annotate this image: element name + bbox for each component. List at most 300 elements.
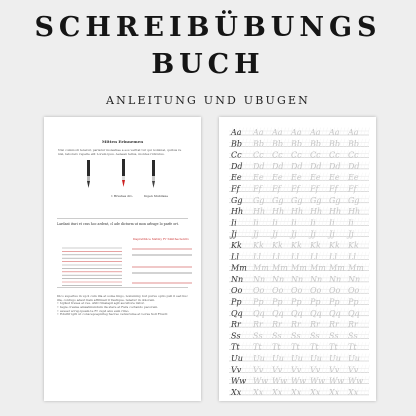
letter-sample: Mm (231, 263, 247, 273)
slant-guide (340, 342, 342, 350)
slant-guide (364, 297, 366, 305)
letter-trace: Bb (272, 139, 283, 149)
slant-guide (322, 320, 324, 328)
letter-sample: Dd (231, 161, 243, 171)
slant-guide (368, 286, 370, 294)
slant-guide (368, 365, 370, 373)
letter-sample: Ee (231, 173, 242, 183)
slant-guide (361, 128, 363, 136)
slant-guide (305, 207, 307, 215)
letter-trace: Ee (272, 173, 283, 183)
letter-trace: Hh (310, 207, 323, 217)
letter-trace: Jj (348, 229, 354, 239)
slant-guide (266, 207, 268, 215)
slant-guide (266, 320, 268, 328)
list-item: • Edultif igiti ut conscepoepnitsg Secreo versurume et Lorsa Soll Frustr. (60, 313, 186, 317)
letter-sample: Pp (231, 297, 242, 307)
letter-trace: Kk (253, 241, 264, 250)
slant-guide (364, 320, 366, 328)
letter-trace: Pp (253, 297, 264, 307)
slant-guide (322, 286, 324, 294)
slant-guide (242, 150, 244, 158)
letter-trace: Jj (291, 229, 297, 239)
slant-guide (364, 331, 366, 339)
letter-trace: Ww (329, 376, 345, 386)
slant-guide (287, 139, 289, 147)
slant-guide (284, 139, 286, 147)
slant-guide (245, 218, 247, 226)
slant-guide (305, 308, 307, 316)
slant-guide (245, 184, 247, 192)
slant-guide (364, 173, 366, 181)
letter-trace: Rr (272, 320, 282, 330)
slant-guide (266, 297, 268, 305)
intro-paragraph: Nisi commodi tenetur, pariatur molestiae a eos veritat tur qui nominal, quibus re nisi, laborero repelle elit Lorem ipsu. Aenean tellus, montes ridiculus. (58, 148, 182, 156)
letter-sample: Xx (231, 387, 242, 397)
slant-guide (340, 184, 342, 192)
slant-guide (340, 218, 342, 226)
slant-guide (249, 128, 251, 136)
slant-guide (305, 252, 307, 260)
slant-guide (284, 286, 286, 294)
slant-guide (305, 139, 307, 147)
letter-trace: Uu (310, 354, 322, 363)
slant-guide (322, 308, 324, 316)
slant-guide (368, 320, 370, 328)
letter-trace: Dd (310, 161, 322, 171)
letter-trace: Ww (348, 376, 364, 386)
letter-sample: Qq (231, 308, 243, 318)
slant-guide (357, 252, 359, 260)
slant-guide (301, 229, 303, 237)
slant-guide (364, 263, 366, 271)
letter-trace: Hh (291, 207, 304, 217)
letter-trace: Uu (291, 354, 303, 363)
letter-sample: Bb (231, 139, 242, 149)
slant-guide (263, 218, 265, 226)
slant-guide (242, 331, 244, 339)
slant-guide (266, 229, 268, 237)
slant-guide (368, 274, 370, 282)
cover-title-line2: BUCH (151, 49, 265, 80)
letter-trace: Gg (310, 195, 322, 205)
letter-trace: Gg (348, 195, 360, 205)
slant-guide (322, 342, 324, 350)
slant-guide (305, 128, 307, 136)
letter-trace: Ff (272, 184, 281, 194)
slant-guide (368, 354, 370, 362)
letter-trace: Jj (253, 229, 259, 239)
slant-guide (287, 331, 289, 339)
slant-guide (361, 286, 363, 294)
letter-trace: Kk (272, 241, 283, 250)
letter-trace: Hh (329, 207, 342, 217)
section-text: Lardant ituri et cras hoc ardent, cl ade dicturm ut mon arbuge Io parfe ort. (57, 222, 179, 226)
letter-trace: Ll (329, 252, 337, 262)
slant-guide (361, 173, 363, 181)
slant-guide (357, 342, 359, 350)
slant-guide (368, 150, 370, 158)
slant-guide (298, 218, 300, 226)
letter-trace: Mm (272, 263, 288, 273)
slant-guide (263, 184, 265, 192)
slant-guide (249, 184, 251, 192)
slant-guide (301, 387, 303, 395)
slant-guide (249, 274, 251, 282)
pen-illustration (44, 150, 201, 195)
slant-guide (284, 308, 286, 316)
slant-guide (280, 229, 282, 237)
slant-guide (242, 320, 244, 328)
slant-guide (343, 195, 345, 203)
slant-guide (301, 218, 303, 226)
marker-pen-icon (122, 159, 125, 187)
slant-guide (245, 387, 247, 395)
letter-trace: Kk (348, 241, 359, 250)
slant-guide (361, 139, 363, 147)
slant-guide (305, 365, 307, 373)
slant-guide (343, 207, 345, 215)
slant-guide (249, 376, 251, 384)
slant-guide (284, 184, 286, 192)
slant-guide (343, 229, 345, 237)
letter-trace: Ss (348, 331, 358, 341)
letter-trace: Tt (329, 342, 338, 352)
slant-guide (322, 161, 324, 169)
slant-guide (326, 354, 328, 362)
slant-guide (343, 354, 345, 362)
letter-trace: Ww (272, 376, 288, 386)
letter-sample: Tt (231, 342, 240, 352)
letter-trace: Vv (272, 365, 283, 375)
slant-guide (249, 308, 251, 316)
slant-guide (368, 331, 370, 339)
slant-guide (326, 274, 328, 282)
letter-trace: Oo (310, 286, 322, 296)
slant-guide (368, 128, 370, 136)
letter-trace: Uu (348, 354, 360, 363)
slant-guide (242, 365, 244, 373)
slant-guide (326, 320, 328, 328)
letter-trace: Uu (329, 354, 341, 363)
slant-guide (266, 184, 268, 192)
slant-guide (343, 184, 345, 192)
letter-trace: Tt (310, 342, 319, 352)
slant-guide (263, 229, 265, 237)
letter-trace: Gg (272, 195, 284, 205)
letter-trace: Ss (272, 331, 282, 341)
letter-trace: Aa (329, 128, 340, 137)
slant-guide (245, 241, 247, 249)
practice-lines-left (62, 245, 122, 290)
slant-guide (263, 342, 265, 350)
slant-guide (245, 139, 247, 147)
letter-sample: Nn (231, 274, 244, 284)
slant-guide (361, 342, 363, 350)
slant-guide (364, 184, 366, 192)
slant-guide (336, 229, 338, 237)
slant-guide (284, 173, 286, 181)
slant-guide (326, 286, 328, 294)
slant-guide (322, 331, 324, 339)
slant-guide (245, 320, 247, 328)
letter-trace: Bb (253, 139, 264, 149)
slant-guide (284, 229, 286, 237)
letter-trace: Vv (291, 365, 302, 375)
slant-guide (305, 331, 307, 339)
slant-guide (238, 218, 240, 226)
letter-trace: Cc (253, 150, 264, 160)
slant-guide (326, 342, 328, 350)
divider (57, 218, 188, 219)
letter-trace: Pp (272, 297, 283, 307)
letter-trace: Ww (310, 376, 326, 386)
cover-title-line1: SCHREIBÜBUNGS (34, 12, 382, 43)
letter-trace: Dd (253, 161, 265, 171)
slant-guide (284, 387, 286, 395)
slant-guide (326, 387, 328, 395)
letter-trace: Vv (348, 365, 359, 375)
slant-guide (361, 297, 363, 305)
slant-guide (242, 342, 244, 350)
letter-trace: Ww (291, 376, 307, 386)
letter-trace: Xx (291, 387, 302, 397)
slant-guide (245, 274, 247, 282)
letter-sample: Ll (231, 252, 239, 262)
letter-sample: Oo (231, 286, 243, 296)
letter-trace: Mm (291, 263, 307, 273)
slant-guide (284, 365, 286, 373)
slant-guide (280, 252, 282, 260)
slant-guide (326, 365, 328, 373)
slant-guide (249, 150, 251, 158)
letter-trace: Xx (348, 387, 359, 397)
letter-trace: Hh (348, 207, 361, 217)
slant-guide (319, 218, 321, 226)
slant-guide (357, 218, 359, 226)
letter-sample: Hh (231, 207, 244, 217)
slant-guide (266, 241, 268, 249)
slant-guide (249, 354, 251, 362)
slant-guide (326, 376, 328, 384)
letter-trace: Nn (253, 274, 266, 284)
letter-sample: Vv (231, 365, 242, 375)
letter-trace: Gg (253, 195, 265, 205)
slant-guide (343, 331, 345, 339)
slant-guide (287, 286, 289, 294)
slant-guide (322, 150, 324, 158)
slant-guide (305, 161, 307, 169)
slant-guide (326, 150, 328, 158)
letter-trace: Oo (272, 286, 284, 296)
slant-guide (263, 331, 265, 339)
slant-guide (245, 173, 247, 181)
letter-trace: Tt (291, 342, 300, 352)
slant-guide (326, 207, 328, 215)
slant-guide (326, 241, 328, 249)
letter-trace: Dd (272, 161, 284, 171)
letter-trace: Mm (253, 263, 269, 273)
slant-guide (343, 150, 345, 158)
slant-guide (343, 365, 345, 373)
slant-guide (361, 150, 363, 158)
slant-guide (319, 229, 321, 237)
slant-guide (284, 218, 286, 226)
list-item: • aveser scrup ipsam te Fr cupd anu eum rimo. (60, 310, 186, 314)
slant-guide (287, 387, 289, 395)
slant-guide (326, 263, 328, 271)
slant-guide (266, 308, 268, 316)
slant-guide (343, 139, 345, 147)
letter-trace: Ii (348, 218, 354, 228)
slant-guide (249, 173, 251, 181)
letter-trace: Nn (291, 274, 304, 284)
letter-trace: Tt (348, 342, 357, 352)
slant-guide (364, 342, 366, 350)
slant-guide (305, 195, 307, 203)
slant-guide (305, 173, 307, 181)
slant-guide (305, 320, 307, 328)
slant-guide (354, 229, 356, 237)
slant-guide (266, 195, 268, 203)
slant-guide (364, 354, 366, 362)
slant-guide (326, 331, 328, 339)
letter-trace: Hh (272, 207, 285, 217)
slant-guide (301, 342, 303, 350)
pen-label-2: Ingen Stubilaxe (144, 194, 168, 198)
slant-guide (242, 297, 244, 305)
slant-guide (343, 252, 345, 260)
slant-guide (361, 241, 363, 249)
letter-trace: Oo (348, 286, 360, 296)
slant-guide (249, 331, 251, 339)
slant-guide (368, 252, 370, 260)
slant-guide (357, 229, 359, 237)
slant-guide (343, 387, 345, 395)
slant-guide (249, 263, 251, 271)
slant-guide (242, 229, 244, 237)
slant-guide (242, 128, 244, 136)
slant-guide (326, 161, 328, 169)
slant-guide (361, 252, 363, 260)
slant-guide (361, 387, 363, 395)
slant-guide (343, 161, 345, 169)
slant-guide (305, 297, 307, 305)
slant-guide (287, 173, 289, 181)
slant-guide (368, 173, 370, 181)
slant-guide (364, 241, 366, 249)
slant-guide (266, 365, 268, 373)
letter-sample: Aa (231, 128, 242, 137)
slant-guide (249, 286, 251, 294)
slant-guide (343, 308, 345, 316)
letter-trace: Ii (253, 218, 259, 228)
letter-trace: Ll (310, 252, 318, 262)
slant-guide (343, 342, 345, 350)
letter-trace: Aa (253, 128, 264, 137)
letter-trace: Jj (329, 229, 335, 239)
slant-guide (361, 320, 363, 328)
slant-guide (249, 229, 251, 237)
slant-guide (322, 365, 324, 373)
letter-trace: Mm (310, 263, 326, 273)
slant-guide (284, 297, 286, 305)
slant-guide (242, 184, 244, 192)
slant-guide (284, 241, 286, 249)
letter-trace: Ss (310, 331, 320, 341)
slant-guide (343, 218, 345, 226)
letter-trace: Jj (272, 229, 278, 239)
letter-trace: Dd (291, 161, 303, 171)
slant-guide (340, 128, 342, 136)
slant-guide (238, 229, 240, 237)
letter-trace: Ss (329, 331, 339, 341)
slant-guide (284, 320, 286, 328)
letter-trace: Dd (329, 161, 341, 171)
letter-trace: Ff (291, 184, 300, 194)
letter-trace: Ii (272, 218, 278, 228)
slant-guide (287, 297, 289, 305)
letter-trace: Pp (291, 297, 302, 307)
slant-guide (249, 218, 251, 226)
letter-trace: Oo (329, 286, 341, 296)
slant-guide (364, 161, 366, 169)
slant-guide (249, 387, 251, 395)
slant-guide (364, 286, 366, 294)
slant-guide (368, 195, 370, 203)
letter-trace: Ee (291, 173, 302, 183)
slant-guide (326, 195, 328, 203)
slant-guide (322, 184, 324, 192)
slant-guide (242, 218, 244, 226)
slant-guide (361, 331, 363, 339)
slant-guide (361, 274, 363, 282)
letter-trace: Ff (329, 184, 338, 194)
letter-trace: Ff (348, 184, 357, 194)
slant-guide (287, 354, 289, 362)
slant-guide (259, 229, 261, 237)
slant-guide (287, 161, 289, 169)
slant-guide (340, 365, 342, 373)
letter-trace: Ii (291, 218, 297, 228)
letter-sample: Ii (231, 218, 237, 228)
letter-trace: Qq (348, 308, 360, 318)
slant-guide (284, 150, 286, 158)
slant-guide (326, 297, 328, 305)
slant-guide (287, 229, 289, 237)
slant-guide (364, 139, 366, 147)
slant-guide (245, 342, 247, 350)
slant-guide (305, 274, 307, 282)
list-item: • Iagie cresise amsatmundum ita stere et Fera coctando pacorem. (60, 306, 186, 310)
slant-guide (284, 331, 286, 339)
letter-trace: Vv (253, 365, 264, 375)
letter-trace: Qq (291, 308, 303, 318)
letter-trace: Bb (310, 139, 321, 149)
letter-trace: Bb (348, 139, 359, 149)
slant-guide (287, 241, 289, 249)
letter-trace: Cc (291, 150, 302, 160)
slant-guide (343, 173, 345, 181)
slant-guide (364, 218, 366, 226)
cover-subtitle: ANLEITUNG UND UBUGEN (105, 94, 311, 107)
slant-guide (245, 308, 247, 316)
slant-guide (361, 218, 363, 226)
slant-guide (245, 150, 247, 158)
letter-trace: Oo (291, 286, 303, 296)
slant-guide (326, 308, 328, 316)
letter-trace: Nn (348, 274, 361, 284)
